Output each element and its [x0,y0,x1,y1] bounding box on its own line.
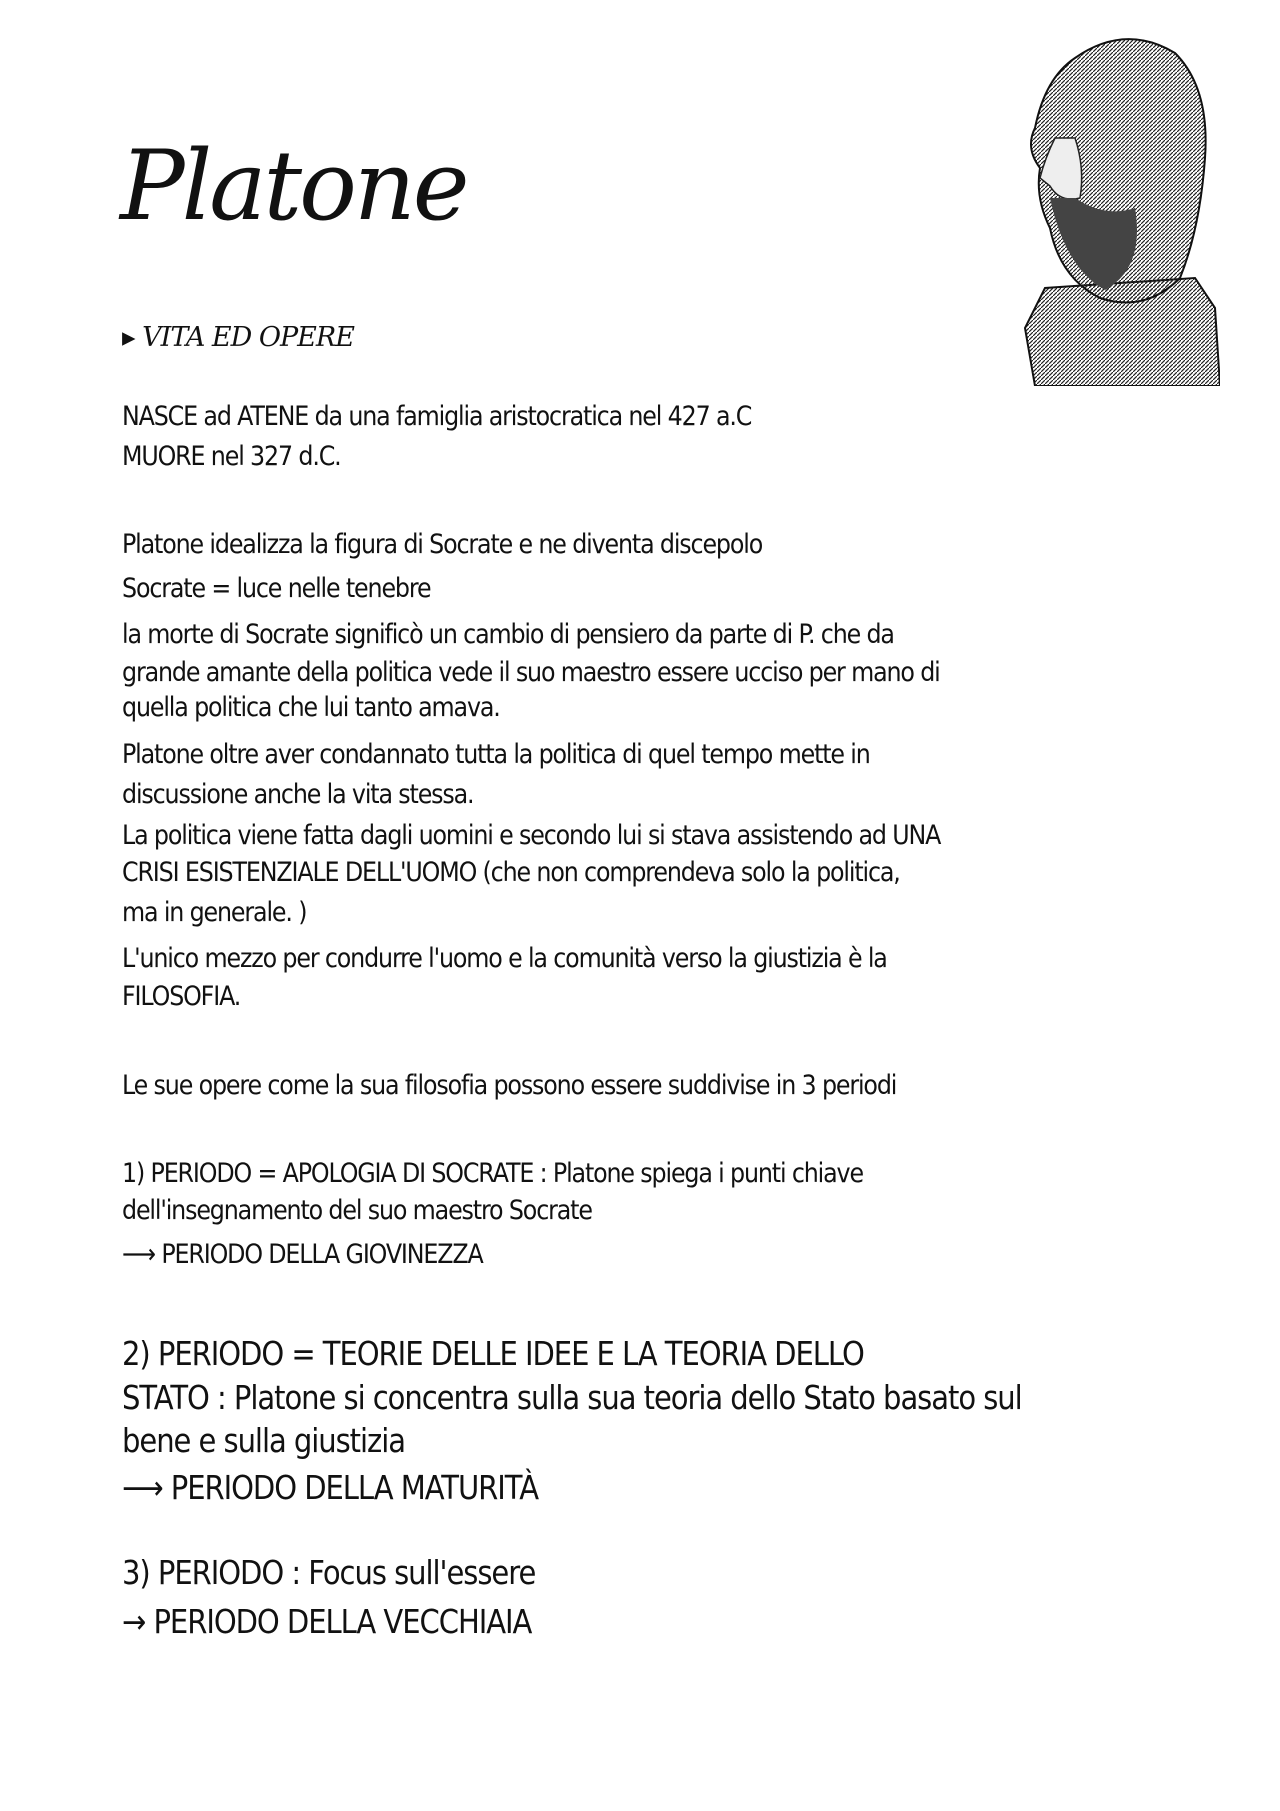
section-heading [122,322,354,353]
period-2-label: ⟶ PERIODO DELLA MATURITÀ [122,1468,539,1507]
text-line: ma in generale. ) [122,897,307,928]
period-2-title: 2) PERIODO = TEORIE DELLE IDEE E LA TEORIA DELLO [122,1334,864,1373]
text-line: MUORE nel 327 d.C. [122,441,341,472]
text-line: grande amante della politica vede il suo maestro essere ucciso per mano di [122,657,940,688]
triangle-bullet-icon: ▸ [122,322,135,353]
text-line: Platone idealizza la figura di Socrate e ne diventa discepolo [122,529,763,560]
section-heading-text: VITA ED OPERE [142,322,354,353]
text-line: La politica viene fatta dagli uomini e secondo lui si stava assistendo ad UNA [122,820,941,851]
text-line: L'unico mezzo per condurre l'uomo e la comunità verso la giustizia è la [122,943,887,974]
text-line: Le sue opere come la sua filosofia possono essere suddivise in 3 periodi [122,1070,897,1101]
period-1-label: ⟶ PERIODO DELLA GIOVINEZZA [122,1239,483,1270]
text-line: CRISI ESISTENZIALE DELL'UOMO (che non comprendeva solo la politica, [122,857,900,888]
period-3-title: 3) PERIODO : Focus sull'essere [122,1553,536,1592]
text-line: dell'insegnamento del suo maestro Socrate [122,1195,592,1226]
text-line: discussione anche la vita stessa. [122,779,474,810]
text-line: quella politica che lui tanto amava. [122,692,500,723]
text-line: bene e sulla giustizia [122,1421,405,1460]
text-line: la morte di Socrate significò un cambio di pensiero da parte di P. che da [122,619,894,650]
period-1-title: 1) PERIODO = APOLOGIA DI SOCRATE : Platone spiega i punti chiave [122,1158,863,1189]
text-line: FILOSOFIA. [122,981,241,1012]
text-line: STATO : Platone si concentra sulla sua teoria dello Stato basato sul [122,1378,1022,1417]
text-line: Platone oltre aver condannato tutta la politica di quel tempo mette in [122,739,870,770]
page-title: Platone [120,130,467,242]
text-line: NASCE ad ATENE da una famiglia aristocratica nel 427 a.C [122,401,752,432]
period-3-label: → PERIODO DELLA VECCHIAIA [122,1602,532,1641]
text-line: Socrate = luce nelle tenebre [122,573,431,604]
platone-bust-icon [1005,28,1220,386]
